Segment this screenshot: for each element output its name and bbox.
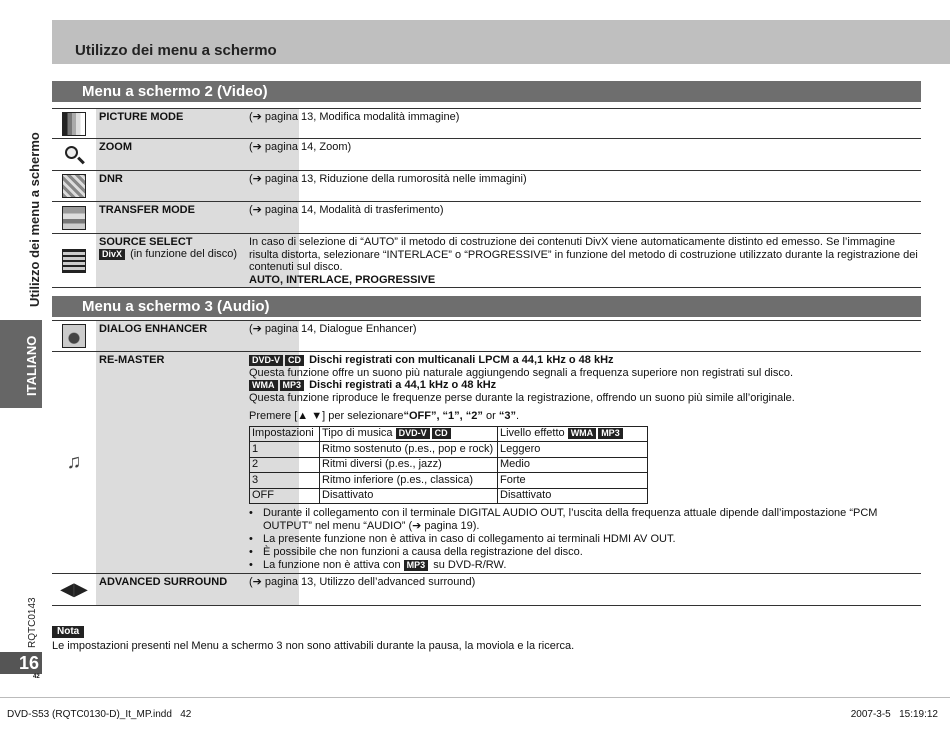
- remaster-instructions: Premere [▲ ▼] per selezionare“OFF”, “1”, “2” or “3”.: [249, 409, 520, 422]
- advanced-surround-icon: ◀▶: [60, 579, 88, 599]
- menu-row-re-master: [52, 352, 921, 574]
- menu-row-transfer-mode: [52, 202, 921, 234]
- list-item: • La presente funzione non è attiva in caso di collegamento ai terminali HDMI AV OUT.: [249, 533, 921, 546]
- dnr-icon: [62, 174, 86, 198]
- remaster-heading-2: Dischi registrati a 44,1 kHz o 48 kHz: [309, 379, 497, 392]
- menu-desc: (➔ pagina 14, Zoom): [249, 141, 352, 153]
- document-code: RQTC0143: [27, 597, 38, 648]
- dvdv-badge: DVD-V: [249, 355, 283, 366]
- menu-label: ADVANCED SURROUND: [99, 576, 228, 588]
- section-title-video: Menu a schermo 2 (Video): [52, 81, 921, 102]
- wma-badge: WMA: [249, 380, 278, 391]
- page-title: Utilizzo dei menu a schermo: [75, 42, 277, 59]
- footer-file-name: DVD-S53 (RQTC0130-D)_It_MP.indd 42: [7, 709, 192, 720]
- menu-label: PICTURE MODE: [99, 111, 184, 123]
- menu-label: DIALOG ENHANCER: [99, 323, 208, 335]
- remaster-heading-1: Dischi registrati con multicanali LPCM a 44,1 kHz o 48 kHz: [309, 354, 614, 366]
- nota-label: Nota: [52, 626, 84, 638]
- menu-desc: (➔ pagina 13, Modifica modalità immagine): [249, 111, 460, 123]
- table-row: OFF Disattivato Disattivato: [250, 488, 648, 504]
- remaster-settings-table: [249, 426, 648, 505]
- cd-badge: CD: [285, 355, 304, 366]
- menu-row-zoom: [52, 139, 921, 171]
- list-item: • La funzione non è attiva con MP3 su DVD-R/RW.: [249, 559, 921, 572]
- menu-desc: (➔ pagina 14, Dialogue Enhancer): [249, 323, 417, 335]
- zoom-icon: [63, 144, 85, 166]
- picture-mode-icon: [62, 112, 86, 136]
- table-row: 2 Ritmi diversi (p.es., jazz) Medio: [250, 457, 648, 473]
- section-title-audio: Menu a schermo 3 (Audio): [52, 296, 921, 317]
- menu-desc: (➔ pagina 13, Riduzione della rumorosità nelle immagini): [249, 173, 527, 185]
- list-item: • È possibile che non funzioni a causa della registrazione del disco.: [249, 546, 921, 559]
- menu-desc: (➔ pagina 14, Modalità di trasferimento): [249, 204, 444, 216]
- table-header: Livello effetto WMA MP3: [498, 426, 648, 442]
- re-master-icon: ♫: [66, 451, 82, 473]
- remaster-text-1: Questa funzione offre un suono più naturale aggiungendo segnali a frequenza superiore non registrati sul disco.: [249, 366, 794, 379]
- menu-label: TRANSFER MODE: [99, 204, 195, 216]
- footer-divider: [0, 697, 950, 698]
- remaster-text-2: Questa funzione riproduce le frequenze perse durante la registrazione, offrendo un suono più simile all’originale.: [249, 392, 795, 405]
- divx-badge: DivX: [99, 249, 125, 260]
- list-item: • Durante il collegamento con il terminale DIGITAL AUDIO OUT, l’uscita della frequenza attuale dipende dall’impostazione “PCM OUTPUT” nel menu “AUDIO” (➔ pagina 19).: [249, 507, 921, 533]
- table-header-row: [250, 426, 648, 442]
- menu-options: AUTO, INTERLACE, PROGRESSIVE: [249, 274, 436, 287]
- menu-row-dialog-enhancer: [52, 320, 921, 352]
- table-header: Impostazioni: [250, 426, 320, 442]
- source-select-icon: [62, 249, 86, 273]
- mp3-badge: MP3: [280, 380, 305, 391]
- footer-timestamp: 2007-3-5 15:19:12: [850, 709, 938, 720]
- transfer-mode-icon: [62, 206, 86, 230]
- menu-desc: (➔ pagina 13, Utilizzo dell’advanced surround): [249, 576, 476, 588]
- menu-label: RE-MASTER: [99, 354, 165, 366]
- menu-sublabel: (in funzione del disco): [130, 248, 238, 260]
- remaster-notes: [249, 507, 921, 572]
- menu-label: ZOOM: [99, 141, 132, 153]
- table-row: 1 Ritmo sostenuto (p.es., pop e rock) Leggero: [250, 442, 648, 458]
- menu-row-dnr: [52, 171, 921, 202]
- menu-row-source-select: [52, 234, 921, 288]
- nota-text: Le impostazioni presenti nel Menu a schermo 3 non sono attivabili durante la pausa, la moviola e la ricerca.: [52, 640, 575, 652]
- menu-row-picture-mode: [52, 108, 921, 139]
- menu-label: SOURCE SELECT: [99, 236, 193, 248]
- table-header: Tipo di musica DVD-V CD: [320, 426, 498, 442]
- table-row: 3 Ritmo inferiore (p.es., classica) Forte: [250, 473, 648, 489]
- menu-label: DNR: [99, 173, 123, 185]
- small-page-number: 42: [33, 674, 40, 680]
- language-label: ITALIANO: [24, 335, 39, 396]
- dialog-enhancer-icon: [62, 324, 86, 348]
- sidebar-topic: Utilizzo dei menu a schermo: [27, 132, 42, 307]
- menu-row-advanced-surround: [52, 574, 921, 606]
- menu-desc: In caso di selezione di “AUTO” il metodo di costruzione dei contenuti DivX viene automaticamente distinto ed emesso. Se l’immagine risulta distorta, selezionare “INTERLACE” o “PROGRESSIVE” in funzione del metodo di costruzione utilizzato durante la registrazione dei contenuti sul disco.: [249, 236, 918, 274]
- page-number: 16: [0, 652, 42, 674]
